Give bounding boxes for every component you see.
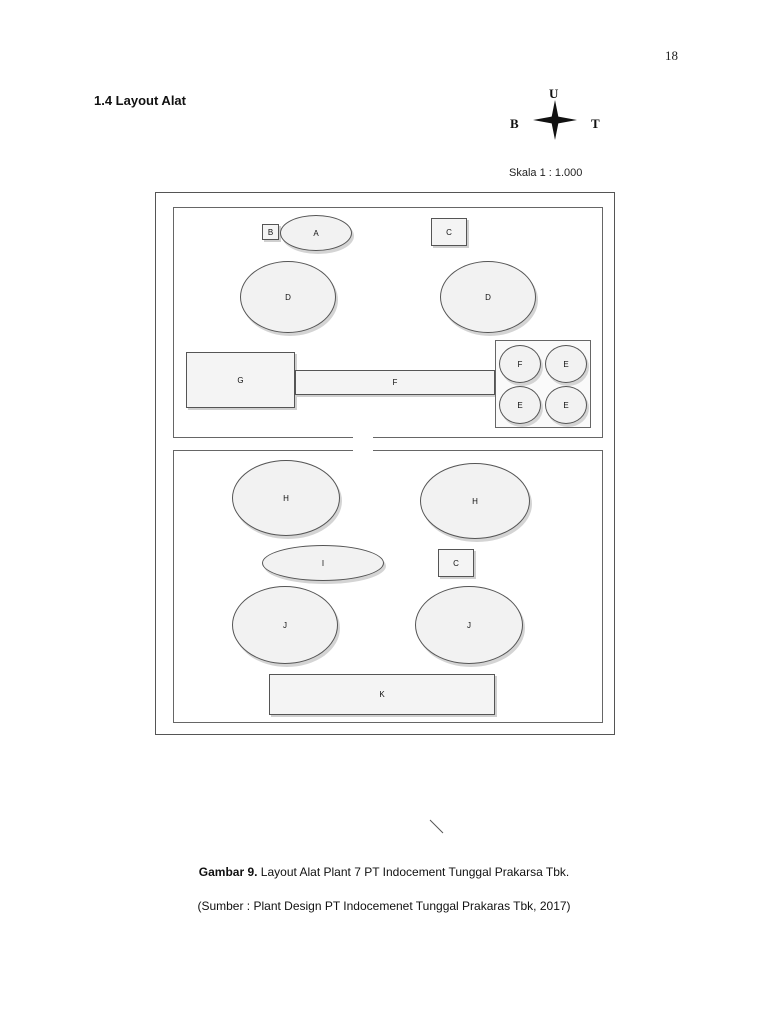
equipment-f-tank: F bbox=[499, 345, 541, 383]
compass-north-label: U bbox=[549, 86, 559, 101]
figure-caption bbox=[0, 865, 768, 879]
stray-mark bbox=[428, 818, 446, 836]
figure-source: (Sumber : Plant Design PT Indocemenet Tunggal Prakaras Tbk, 2017) bbox=[197, 899, 571, 913]
equipment-a: A bbox=[280, 215, 352, 251]
zone-passage bbox=[353, 431, 373, 457]
equipment-f-conveyor: F bbox=[295, 370, 495, 395]
equipment-h-left: H bbox=[232, 460, 340, 536]
page-number: 18 bbox=[665, 48, 678, 63]
equipment-c-lower: C bbox=[438, 549, 474, 577]
equipment-e-2: E bbox=[499, 386, 541, 424]
figure-label: Gambar 9. bbox=[198, 865, 258, 879]
equipment-c-upper: C bbox=[431, 218, 467, 246]
equipment-d-left: D bbox=[240, 261, 336, 333]
compass-east-label: T bbox=[591, 116, 600, 131]
equipment-b: B bbox=[262, 224, 279, 240]
plant-layout bbox=[155, 192, 615, 735]
equipment-j-right: J bbox=[415, 586, 523, 664]
equipment-i: I bbox=[262, 545, 384, 581]
equipment-h-right: H bbox=[420, 463, 530, 539]
compass-rose bbox=[506, 86, 606, 148]
equipment-j-left: J bbox=[232, 586, 338, 664]
equipment-e-3: E bbox=[545, 386, 587, 424]
scale-label: Skala 1 : 1.000 bbox=[509, 167, 583, 179]
compass-west-label: B bbox=[510, 116, 519, 131]
equipment-k: K bbox=[269, 674, 495, 715]
equipment-d-right: D bbox=[440, 261, 536, 333]
equipment-e-1: E bbox=[545, 345, 587, 383]
equipment-g: G bbox=[186, 352, 295, 408]
section-title: 1.4 Layout Alat bbox=[94, 93, 186, 108]
figure-text: Layout Alat Plant 7 PT Indocement Tunggal Prakarsa Tbk. bbox=[257, 865, 570, 879]
